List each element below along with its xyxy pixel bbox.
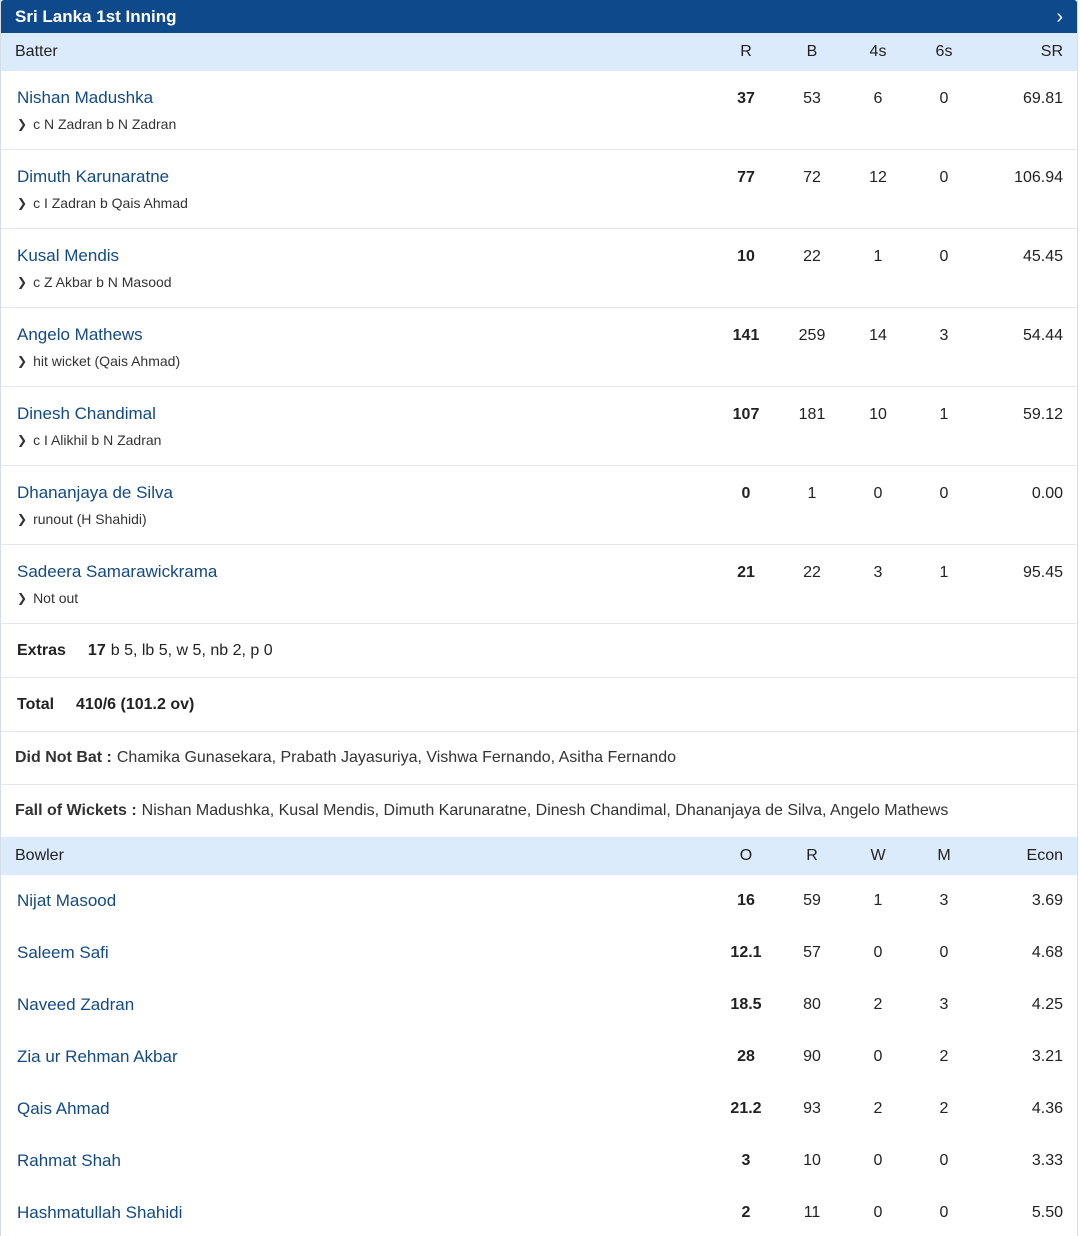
bowler-runs: 10 <box>803 1152 821 1169</box>
dismissal-toggle[interactable] <box>17 353 713 369</box>
bowling-table-header <box>1 837 1077 875</box>
fall-of-wickets-row <box>1 785 1077 837</box>
bowler-row <box>1 875 1077 927</box>
batter-balls: 1 <box>807 485 817 502</box>
dismissal-toggle[interactable] <box>17 432 713 448</box>
dismissal-toggle[interactable] <box>17 116 713 132</box>
batter-sixes: 0 <box>939 485 949 502</box>
batter-balls: 53 <box>803 90 821 107</box>
bowler-name-link[interactable]: Naveed Zadran <box>17 995 135 1014</box>
did-not-bat-label: Did Not Bat : <box>15 749 112 766</box>
bowler-name-link[interactable]: Hashmatullah Shahidi <box>17 1203 183 1222</box>
bowler-economy: 4.25 <box>1031 996 1063 1013</box>
dismissal-text: c I Zadran b Qais Ahmad <box>33 195 188 211</box>
bowler-name-link[interactable]: Saleem Safi <box>17 943 109 962</box>
chevron-right-icon: ❯ <box>17 196 28 210</box>
batter-name-link[interactable]: Dhananjaya de Silva <box>17 483 173 502</box>
batter-fours: 1 <box>873 248 883 265</box>
innings-header[interactable] <box>1 0 1077 33</box>
batter-name-link[interactable]: Dinesh Chandimal <box>17 404 156 423</box>
bowler-wickets: 2 <box>873 996 883 1013</box>
batter-strike-rate: 106.94 <box>1014 169 1063 186</box>
bowler-economy: 5.50 <box>1031 1204 1063 1221</box>
col-wickets: W <box>870 847 886 864</box>
bowler-economy: 3.69 <box>1031 892 1063 909</box>
col-sixes: 6s <box>935 43 953 60</box>
batter-runs: 37 <box>737 90 755 107</box>
bowler-name-link[interactable]: Zia ur Rehman Akbar <box>17 1047 178 1066</box>
batter-row <box>1 545 1077 624</box>
dismissal-text: c I Alikhil b N Zadran <box>33 432 162 448</box>
batter-name-link[interactable]: Angelo Mathews <box>17 325 143 344</box>
bowler-runs: 57 <box>803 944 821 961</box>
bowler-info <box>1 943 713 963</box>
col-balls: B <box>806 43 818 60</box>
bowler-info <box>1 1099 713 1119</box>
bowler-name-link[interactable]: Nijat Masood <box>17 891 117 910</box>
did-not-bat-value: Chamika Gunasekara, Prabath Jayasuriya, Vishwa Fernando, Asitha Fernando <box>116 749 676 766</box>
dismissal-text: c Z Akbar b N Masood <box>33 274 172 290</box>
bowler-info <box>1 1203 713 1223</box>
batter-row <box>1 308 1077 387</box>
extras-runs: 17 <box>87 641 106 659</box>
bowler-economy: 4.36 <box>1031 1100 1063 1117</box>
bowler-runs: 80 <box>803 996 821 1013</box>
extras-row <box>1 624 1077 678</box>
batter-strike-rate: 95.45 <box>1022 564 1063 581</box>
batter-runs: 21 <box>737 564 755 581</box>
batter-fours: 14 <box>869 327 887 344</box>
batter-sixes: 3 <box>939 327 949 344</box>
batter-sixes: 1 <box>939 564 949 581</box>
total-label: Total <box>17 695 55 713</box>
batter-balls: 22 <box>803 564 821 581</box>
batter-row <box>1 71 1077 150</box>
bowler-name-link[interactable]: Rahmat Shah <box>17 1151 121 1170</box>
bowler-row <box>1 1187 1077 1236</box>
bowler-row <box>1 1083 1077 1135</box>
batter-row <box>1 150 1077 229</box>
extras-detail: b 5, lb 5, w 5, nb 2, p 0 <box>110 641 273 659</box>
batter-strike-rate: 0.00 <box>1031 485 1063 502</box>
bowler-maidens: 2 <box>939 1100 949 1117</box>
bowler-row <box>1 1031 1077 1083</box>
bowler-maidens: 0 <box>939 1152 949 1169</box>
extras-label: Extras <box>17 641 66 659</box>
dismissal-toggle[interactable] <box>17 195 713 211</box>
batter-balls: 22 <box>803 248 821 265</box>
bowler-overs: 21.2 <box>730 1100 762 1117</box>
bowling-rows <box>1 875 1077 1236</box>
batter-strike-rate: 54.44 <box>1022 327 1063 344</box>
dismissal-text: c N Zadran b N Zadran <box>33 116 177 132</box>
col-economy: Econ <box>1026 847 1063 864</box>
batter-runs: 77 <box>737 169 755 186</box>
bowler-info <box>1 995 713 1015</box>
did-not-bat-row <box>1 732 1077 785</box>
batter-runs: 0 <box>741 485 751 502</box>
batter-runs: 141 <box>732 327 760 344</box>
col-runs: R <box>740 43 752 60</box>
col-bowler: Bowler <box>15 847 64 864</box>
bowler-economy: 3.33 <box>1031 1152 1063 1169</box>
bowler-info <box>1 1151 713 1171</box>
batter-info <box>1 545 713 606</box>
batter-strike-rate: 59.12 <box>1022 406 1063 423</box>
bowler-row <box>1 1135 1077 1187</box>
bowler-economy: 3.21 <box>1031 1048 1063 1065</box>
batter-name-link[interactable]: Sadeera Samarawickrama <box>17 562 218 581</box>
batting-rows <box>1 71 1077 624</box>
batter-balls: 259 <box>798 327 826 344</box>
batter-sixes: 0 <box>939 248 949 265</box>
bowler-runs: 93 <box>803 1100 821 1117</box>
bowler-maidens: 0 <box>939 944 949 961</box>
col-strike-rate: SR <box>1040 43 1063 60</box>
batter-row <box>1 229 1077 308</box>
bowler-overs: 3 <box>741 1152 751 1169</box>
col-runs-conceded: R <box>806 847 818 864</box>
bowler-maidens: 3 <box>939 892 949 909</box>
bowler-maidens: 3 <box>939 996 949 1013</box>
bowler-overs: 12.1 <box>730 944 762 961</box>
batter-sixes: 0 <box>939 90 949 107</box>
batter-info <box>1 229 713 290</box>
col-maidens: M <box>937 847 951 864</box>
bowler-runs: 59 <box>803 892 821 909</box>
bowler-wickets: 2 <box>873 1100 883 1117</box>
batter-fours: 0 <box>873 485 883 502</box>
batter-balls: 72 <box>803 169 821 186</box>
batter-info <box>1 150 713 211</box>
batter-name-link[interactable]: Kusal Mendis <box>17 246 120 265</box>
bowler-maidens: 2 <box>939 1048 949 1065</box>
bowler-info <box>1 891 713 911</box>
bowler-maidens: 0 <box>939 1204 949 1221</box>
batter-strike-rate: 45.45 <box>1022 248 1063 265</box>
batter-fours: 6 <box>873 90 883 107</box>
bowler-wickets: 0 <box>873 1152 883 1169</box>
bowler-wickets: 0 <box>873 1204 883 1221</box>
fall-of-wickets-label: Fall of Wickets : <box>15 802 137 819</box>
chevron-right-icon: ❯ <box>17 433 28 447</box>
batter-info <box>1 466 713 527</box>
bowler-runs: 90 <box>803 1048 821 1065</box>
dismissal-toggle[interactable] <box>17 274 713 290</box>
bowler-wickets: 0 <box>873 1048 883 1065</box>
batter-name-link[interactable]: Nishan Madushka <box>17 88 154 107</box>
batter-row <box>1 387 1077 466</box>
batter-fours: 3 <box>873 564 883 581</box>
batting-table-header <box>1 33 1077 71</box>
bowler-name-link[interactable]: Qais Ahmad <box>17 1099 110 1118</box>
bowler-wickets: 0 <box>873 944 883 961</box>
batter-strike-rate: 69.81 <box>1022 90 1063 107</box>
batter-runs: 107 <box>732 406 760 423</box>
col-fours: 4s <box>869 43 887 60</box>
dismissal-text: hit wicket (Qais Ahmad) <box>33 353 181 369</box>
bowler-runs: 11 <box>803 1204 821 1221</box>
batter-fours: 12 <box>869 169 887 186</box>
chevron-right-icon: ❯ <box>17 591 28 605</box>
batter-sixes: 1 <box>939 406 949 423</box>
col-overs: O <box>739 847 753 864</box>
batter-info <box>1 387 713 448</box>
dismissal-toggle[interactable] <box>17 590 713 606</box>
dismissal-text: runout (H Shahidi) <box>33 511 147 527</box>
bowler-wickets: 1 <box>873 892 883 909</box>
batter-row <box>1 466 1077 545</box>
batter-balls: 181 <box>798 406 826 423</box>
total-row <box>1 678 1077 732</box>
bowler-info <box>1 1047 713 1067</box>
batter-info <box>1 308 713 369</box>
bowler-row <box>1 927 1077 979</box>
dismissal-text: Not out <box>33 590 79 606</box>
bowler-overs: 18.5 <box>730 996 762 1013</box>
bowler-row <box>1 979 1077 1031</box>
chevron-right-icon: ❯ <box>17 512 28 526</box>
chevron-right-icon[interactable]: › <box>1056 5 1063 28</box>
bowler-overs: 16 <box>737 892 755 909</box>
total-value: 410/6 (101.2 ov) <box>76 695 195 713</box>
batter-name-link[interactable]: Dimuth Karunaratne <box>17 167 170 186</box>
batter-runs: 10 <box>737 248 755 265</box>
col-batter: Batter <box>15 43 58 60</box>
batter-fours: 10 <box>869 406 887 423</box>
bowler-overs: 28 <box>737 1048 755 1065</box>
dismissal-toggle[interactable] <box>17 511 713 527</box>
bowler-overs: 2 <box>741 1204 751 1221</box>
bowler-economy: 4.68 <box>1031 944 1063 961</box>
fall-of-wickets-value: Nishan Madushka, Kusal Mendis, Dimuth Karunaratne, Dinesh Chandimal, Dhananjaya de Silva, Angelo Mathews <box>141 802 949 819</box>
chevron-right-icon: ❯ <box>17 354 28 368</box>
chevron-right-icon: ❯ <box>17 275 28 289</box>
batter-sixes: 0 <box>939 169 949 186</box>
batter-info <box>1 71 713 132</box>
chevron-right-icon: ❯ <box>17 117 28 131</box>
innings-title: Sri Lanka 1st Inning <box>15 6 177 26</box>
